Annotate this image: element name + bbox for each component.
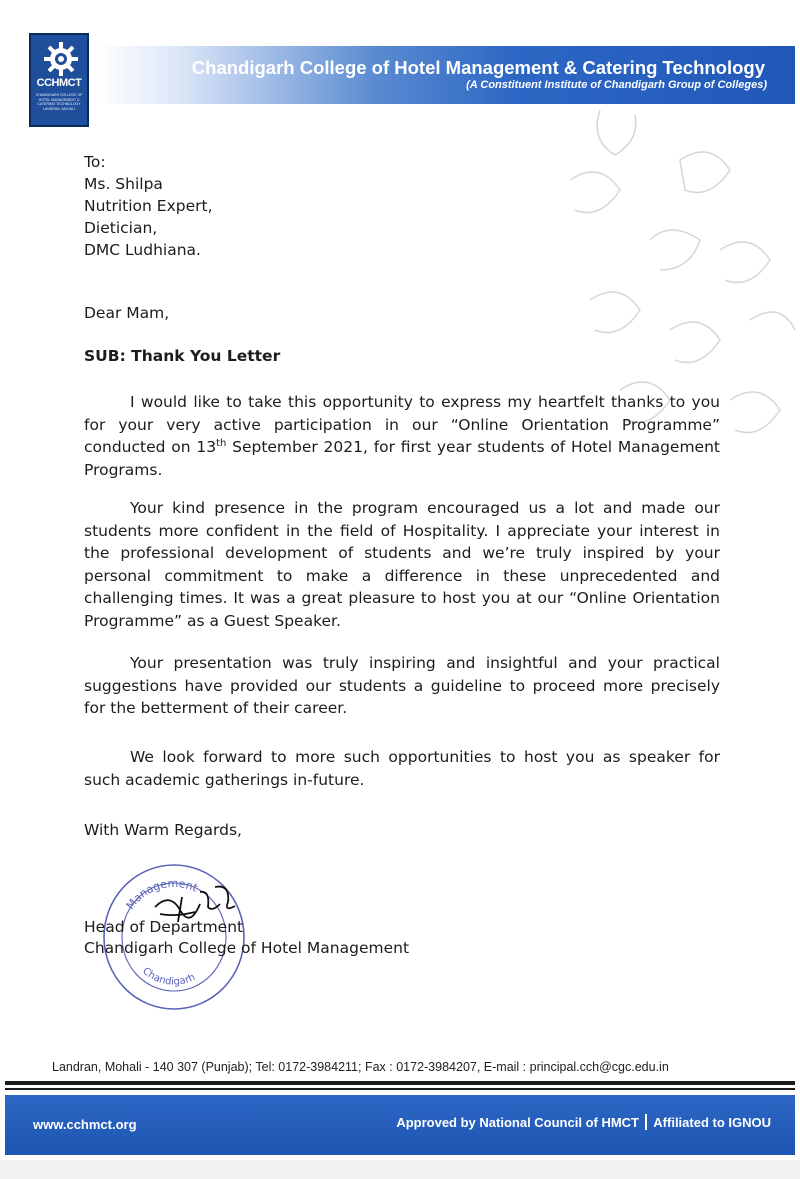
paragraph-line: Programme” as a Guest Speaker. [84, 611, 341, 630]
to-label: To: [84, 153, 106, 171]
paragraph-line: Programs. [84, 460, 163, 479]
recipient-name: Ms. Shilpa [84, 175, 163, 193]
logo-subtext: CHANDIGARH COLLEGE OF HOTEL MANAGEMENT & CATERING TECHNOLOGY LANDRAN, MOHALI [35, 93, 83, 111]
logo-wordmark: CCHMCT [36, 77, 82, 89]
paragraph-4 [84, 746, 720, 791]
paragraph-line: suggestions have provided our students a guideline to proceed more precisely [84, 676, 720, 695]
footer-separator [645, 1114, 647, 1130]
svg-text:Management [124, 877, 201, 912]
paragraph-line [84, 436, 720, 459]
footer-divider [5, 1088, 795, 1090]
recipient-role: Dietician, [84, 219, 158, 237]
paragraph-line: personal commitment to make a difference in these unprecedented and [84, 566, 720, 585]
college-subtitle: (A Constituent Institute of Chandigarh Group of Colleges) [466, 79, 767, 91]
stamp-text-bottom: Chandigarh [140, 965, 197, 988]
stamp-text-top: Management [123, 876, 200, 912]
footer-affiliation: Affiliated to IGNOU [653, 1115, 771, 1130]
footer-address: Landran, Mohali - 140 307 (Punjab); Tel: 0172-3984211; Fax : 0172-3984207, E-mail : principal.cch@cgc.edu.in [52, 1060, 669, 1074]
paragraph-line: Your kind presence in the program encouraged us a lot and made our [130, 499, 720, 517]
paragraph-line: challenging times. It was a great pleasure to host you at our “Online Orientation [84, 589, 720, 607]
paragraph-line: for the betterment of their career. [84, 699, 348, 717]
signatory-title: Head of Department [84, 918, 244, 936]
recipient-address [84, 151, 720, 261]
date-rest: September 2021, for first year students of Hotel Management [226, 438, 720, 456]
paragraph-line: We look forward to more such opportunities to host you as speaker for [130, 748, 720, 766]
date-day: conducted on 13 [84, 438, 217, 456]
paragraph-line: students more confident in the field of Hospitality. I appreciate your interest in [84, 521, 720, 540]
paragraph-line: for your very active participation in our “Online Orientation Programme” [84, 415, 720, 434]
footer-divider [5, 1081, 795, 1085]
paragraph-1 [84, 391, 720, 481]
recipient-location: DMC Ludhiana. [84, 241, 201, 259]
college-name: Chandigarh College of Hotel Management & Catering Technology [191, 57, 765, 78]
paragraph-line: the professional development of students and we’re truly inspired by your [84, 544, 720, 562]
paragraph-line: Your presentation was truly inspiring and insightful and your practical [130, 654, 720, 672]
paragraph-line: such academic gatherings in-future. [84, 770, 365, 789]
paragraph-3 [84, 652, 720, 720]
recipient-title: Nutrition Expert, [84, 197, 213, 215]
paragraph-2 [84, 497, 720, 632]
college-logo [29, 33, 89, 127]
page-edge [0, 1160, 800, 1179]
gear-emblem-icon [41, 39, 81, 79]
salutation: Dear Mam, [84, 304, 170, 322]
closing: With Warm Regards, [84, 821, 242, 839]
paragraph-line: I would like to take this opportunity to express my heartfelt thanks to you [130, 393, 720, 411]
footer-website: www.cchmct.org [33, 1117, 137, 1132]
signatory-organization: Chandigarh College of Hotel Management [84, 939, 410, 957]
footer-banner [5, 1095, 795, 1155]
subject-line: SUB: Thank You Letter [84, 347, 281, 365]
date-suffix: th [216, 437, 227, 449]
letterhead-banner [95, 46, 795, 104]
footer-approval: Approved by National Council of HMCT [396, 1115, 639, 1130]
